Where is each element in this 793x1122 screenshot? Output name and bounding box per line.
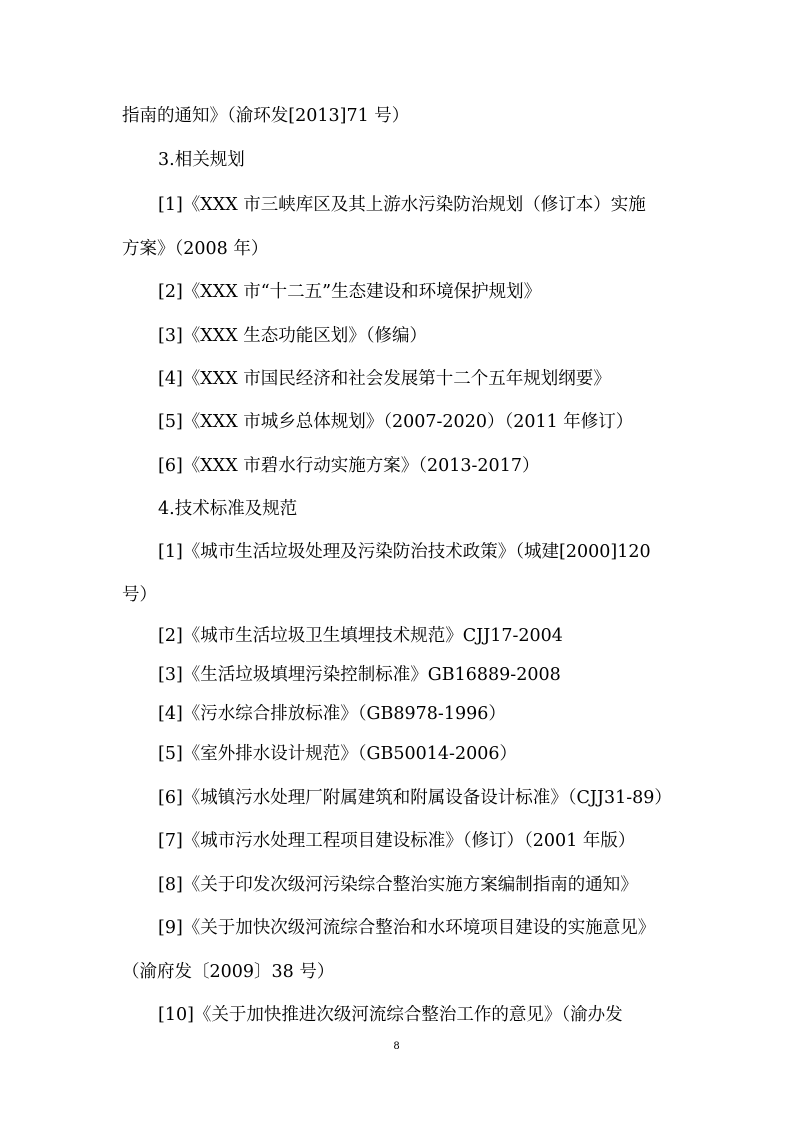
reference-item: [2]《城市生活垃圾卫生填埋技术规范》CJJ17-2004 [158,626,563,646]
reference-item: [5]《XXX 市城乡总体规划》（2007-2020）（2011 年修订） [158,412,634,432]
section-heading: 3.相关规划 [158,150,245,170]
page-number: 8 [393,1041,400,1052]
reference-item: [10]《关于加快推进次级河流综合整治工作的意见》（渝办发 [158,1005,623,1025]
text-line: 号） [122,585,157,605]
reference-item: [6]《XXX 市碧水行动实施方案》（2013-2017） [158,456,540,476]
text-line: 指南的通知》（渝环发[2013]71 号） [122,106,410,126]
text-line: （渝府发〔2009〕38 号） [122,962,335,982]
reference-item: [4]《XXX 市国民经济和社会发展第十二个五年规划纲要》 [158,369,611,389]
text-line: 方案》（2008 年） [122,239,269,259]
reference-item: [3]《生活垃圾填埋污染控制标准》GB16889-2008 [158,665,561,685]
reference-item: [1]《XXX 市三峡库区及其上游水污染防治规划（修订本）实施 [158,195,646,215]
reference-item: [7]《城市污水处理工程项目建设标准》（修订）（2001 年版） [158,831,636,851]
reference-item: [6]《城镇污水处理厂附属建筑和附属设备设计标准》（CJJ31-89） [158,788,672,808]
reference-item: [3]《XXX 生态功能区划》（修编） [158,326,427,346]
reference-item: [9]《关于加快次级河流综合整治和水环境项目建设的实施意见》 [158,918,656,938]
reference-item: [2]《XXX 市“十二五”生态建设和环境保护规划》 [158,282,542,302]
reference-item: [1]《城市生活垃圾处理及污染防治技术政策》（城建[2000]120 [158,542,651,562]
section-heading: 4.技术标准及规范 [158,499,298,519]
reference-item: [5]《室外排水设计规范》（GB50014-2006） [158,744,517,764]
reference-item: [8]《关于印发次级河污染综合整治实施方案编制指南的通知》 [158,875,638,895]
reference-item: [4]《污水综合排放标准》（GB8978-1996） [158,704,506,724]
